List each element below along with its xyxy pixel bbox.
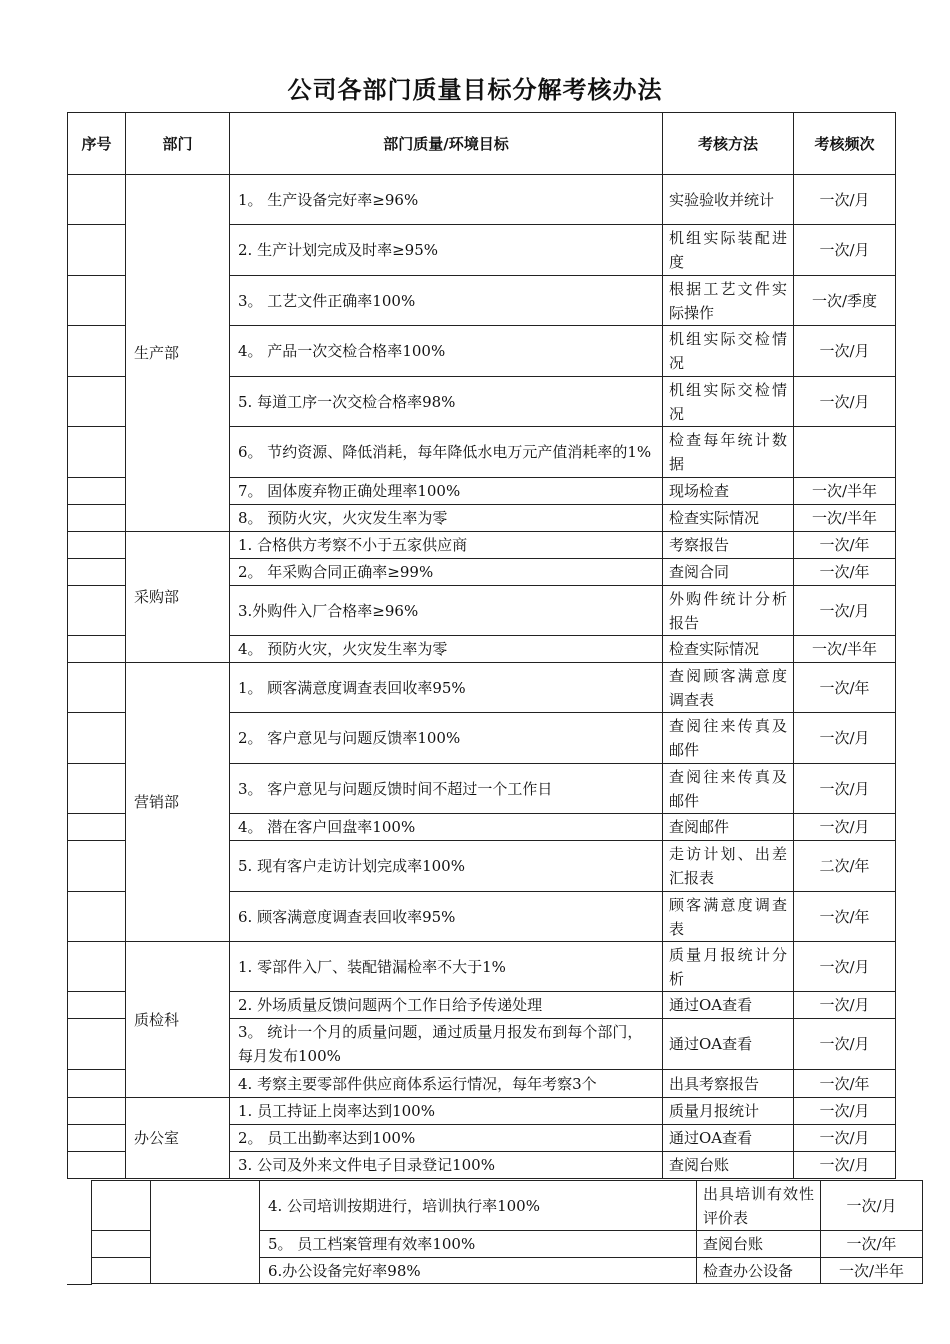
method-cell: 查阅合同 [663, 559, 794, 586]
goal-cell: 3。 工艺文件正确率100% [230, 276, 663, 326]
freq-cell: 一次/月 [794, 326, 896, 377]
header-seq: 序号 [68, 113, 126, 175]
method-cell: 检查每年统计数据 [663, 427, 794, 478]
goal-cell: 6. 顾客满意度调查表回收率95% [230, 892, 663, 942]
goal-cell: 2. 生产计划完成及时率≥95% [230, 225, 663, 276]
method-cell: 通过OA查看 [663, 992, 794, 1019]
freq-cell: 一次/月 [794, 1125, 896, 1152]
method-cell: 查阅顾客满意度调查表 [663, 663, 794, 713]
header-goal: 部门质量/环境目标 [230, 113, 663, 175]
goal-cell: 3.外购件入厂合格率≥96% [230, 586, 663, 636]
freq-cell: 一次/月 [821, 1181, 923, 1231]
goal-cell: 5. 每道工序一次交检合格率98% [230, 377, 663, 427]
freq-cell: 二次/年 [794, 841, 896, 892]
method-cell: 出具考察报告 [663, 1070, 794, 1098]
freq-cell: 一次/月 [794, 225, 896, 276]
freq-cell: 一次/月 [794, 586, 896, 636]
table-row [68, 942, 896, 992]
freq-cell [794, 427, 896, 478]
method-cell: 检查实际情况 [663, 505, 794, 532]
method-cell: 出具培训有效性评价表 [697, 1181, 821, 1231]
goal-cell: 1。 顾客满意度调查表回收率95% [230, 663, 663, 713]
dept-cell: 办公室 [126, 1098, 230, 1179]
freq-cell: 一次/半年 [794, 636, 896, 663]
seq-cell [68, 377, 126, 427]
goal-cell: 4。 预防火灾，火灾发生率为零 [230, 636, 663, 663]
quality-goals-table-continued [91, 1180, 923, 1284]
method-cell: 现场检查 [663, 478, 794, 505]
seq-cell [68, 276, 126, 326]
seq-cell [68, 1098, 126, 1125]
table-row [68, 1098, 896, 1125]
table-header-row [68, 113, 896, 175]
freq-cell: 一次/半年 [794, 505, 896, 532]
goal-cell: 8。 预防火灾，火灾发生率为零 [230, 505, 663, 532]
goal-cell: 4. 考察主要零部件供应商体系运行情况，每年考察3个 [230, 1070, 663, 1098]
method-cell: 查阅邮件 [663, 814, 794, 841]
method-cell: 走访计划、出差汇报表 [663, 841, 794, 892]
method-cell: 根据工艺文件实际操作 [663, 276, 794, 326]
goal-cell: 2。 员工出勤率达到100% [230, 1125, 663, 1152]
seq-cell [68, 505, 126, 532]
table-bottom-rule [67, 1284, 92, 1285]
dept-cell: 质检科 [126, 942, 230, 1098]
method-cell: 通过OA查看 [663, 1125, 794, 1152]
table-row [68, 175, 896, 225]
goal-cell: 5. 现有客户走访计划完成率100% [230, 841, 663, 892]
seq-cell [68, 1152, 126, 1179]
method-cell: 检查办公设备 [697, 1258, 821, 1284]
method-cell: 查阅台账 [697, 1231, 821, 1258]
table-row [68, 532, 896, 559]
seq-cell [68, 586, 126, 636]
freq-cell: 一次/年 [794, 1070, 896, 1098]
freq-cell: 一次/年 [794, 663, 896, 713]
seq-cell [68, 663, 126, 713]
seq-cell [92, 1181, 151, 1231]
method-cell: 质量月报统计 [663, 1098, 794, 1125]
goal-cell: 1. 合格供方考察不小于五家供应商 [230, 532, 663, 559]
table-row [68, 663, 896, 713]
goal-cell: 2。 年采购合同正确率≥99% [230, 559, 663, 586]
seq-cell [68, 1070, 126, 1098]
freq-cell: 一次/年 [794, 892, 896, 942]
freq-cell: 一次/半年 [794, 478, 896, 505]
dept-cell: 营销部 [126, 663, 230, 942]
seq-cell [68, 559, 126, 586]
goal-cell: 7。 固体废弃物正确处理率100% [230, 478, 663, 505]
freq-cell: 一次/季度 [794, 276, 896, 326]
goal-cell: 3。 统计一个月的质量问题，通过质量月报发布到每个部门，每月发布100% [230, 1019, 663, 1070]
dept-cell: 生产部 [126, 175, 230, 532]
quality-goals-table [67, 112, 896, 1179]
method-cell: 通过OA查看 [663, 1019, 794, 1070]
method-cell: 查阅台账 [663, 1152, 794, 1179]
seq-cell [68, 225, 126, 276]
goal-cell: 2. 外场质量反馈问题两个工作日给予传递处理 [230, 992, 663, 1019]
header-dept: 部门 [126, 113, 230, 175]
goal-cell: 1. 零部件入厂、装配错漏检率不大于1% [230, 942, 663, 992]
freq-cell: 一次/月 [794, 713, 896, 764]
freq-cell: 一次/年 [794, 559, 896, 586]
goal-cell: 1. 员工持证上岗率达到100% [230, 1098, 663, 1125]
seq-cell [68, 1019, 126, 1070]
header-method: 考核方法 [663, 113, 794, 175]
goal-cell: 4。 潜在客户回盘率100% [230, 814, 663, 841]
seq-cell [68, 427, 126, 478]
method-cell: 顾客满意度调查表 [663, 892, 794, 942]
freq-cell: 一次/月 [794, 942, 896, 992]
seq-cell [68, 1125, 126, 1152]
freq-cell: 一次/月 [794, 764, 896, 814]
header-freq: 考核频次 [794, 113, 896, 175]
seq-cell [68, 814, 126, 841]
seq-cell [92, 1231, 151, 1258]
method-cell: 实验验收并统计 [663, 175, 794, 225]
dept-cell [151, 1181, 260, 1284]
goal-cell: 4。 产品一次交检合格率100% [230, 326, 663, 377]
freq-cell: 一次/年 [821, 1231, 923, 1258]
method-cell: 机组实际交检情况 [663, 377, 794, 427]
seq-cell [68, 764, 126, 814]
goal-cell: 3。 客户意见与问题反馈时间不超过一个工作日 [230, 764, 663, 814]
seq-cell [92, 1258, 151, 1284]
seq-cell [68, 175, 126, 225]
goal-cell: 1。 生产设备完好率≥96% [230, 175, 663, 225]
seq-cell [68, 942, 126, 992]
seq-cell [68, 713, 126, 764]
page-title: 公司各部门质量目标分解考核办法 [287, 75, 663, 104]
method-cell: 查阅往来传真及邮件 [663, 713, 794, 764]
seq-cell [68, 992, 126, 1019]
seq-cell [68, 892, 126, 942]
seq-cell [68, 532, 126, 559]
method-cell: 考察报告 [663, 532, 794, 559]
dept-cell: 采购部 [126, 532, 230, 663]
freq-cell: 一次/月 [794, 1019, 896, 1070]
seq-cell [68, 636, 126, 663]
seq-cell [68, 478, 126, 505]
seq-cell [68, 841, 126, 892]
goal-cell: 4. 公司培训按期进行，培训执行率100% [260, 1181, 697, 1231]
goal-cell: 2。 客户意见与问题反馈率100% [230, 713, 663, 764]
freq-cell: 一次/月 [794, 814, 896, 841]
freq-cell: 一次/月 [794, 1098, 896, 1125]
method-cell: 检查实际情况 [663, 636, 794, 663]
freq-cell: 一次/月 [794, 175, 896, 225]
seq-cell [68, 326, 126, 377]
freq-cell: 一次/月 [794, 377, 896, 427]
goal-cell: 3. 公司及外来文件电子目录登记100% [230, 1152, 663, 1179]
freq-cell: 一次/半年 [821, 1258, 923, 1284]
freq-cell: 一次/月 [794, 1152, 896, 1179]
freq-cell: 一次/月 [794, 992, 896, 1019]
method-cell: 机组实际交检情况 [663, 326, 794, 377]
method-cell: 外购件统计分析报告 [663, 586, 794, 636]
freq-cell: 一次/年 [794, 532, 896, 559]
goal-cell: 6。 节约资源、降低消耗，每年降低水电万元产值消耗率的1% [230, 427, 663, 478]
table-row [92, 1181, 923, 1231]
method-cell: 机组实际装配进度 [663, 225, 794, 276]
method-cell: 查阅往来传真及邮件 [663, 764, 794, 814]
goal-cell: 5。 员工档案管理有效率100% [260, 1231, 697, 1258]
goal-cell: 6.办公设备完好率98% [260, 1258, 697, 1284]
method-cell: 质量月报统计分析 [663, 942, 794, 992]
